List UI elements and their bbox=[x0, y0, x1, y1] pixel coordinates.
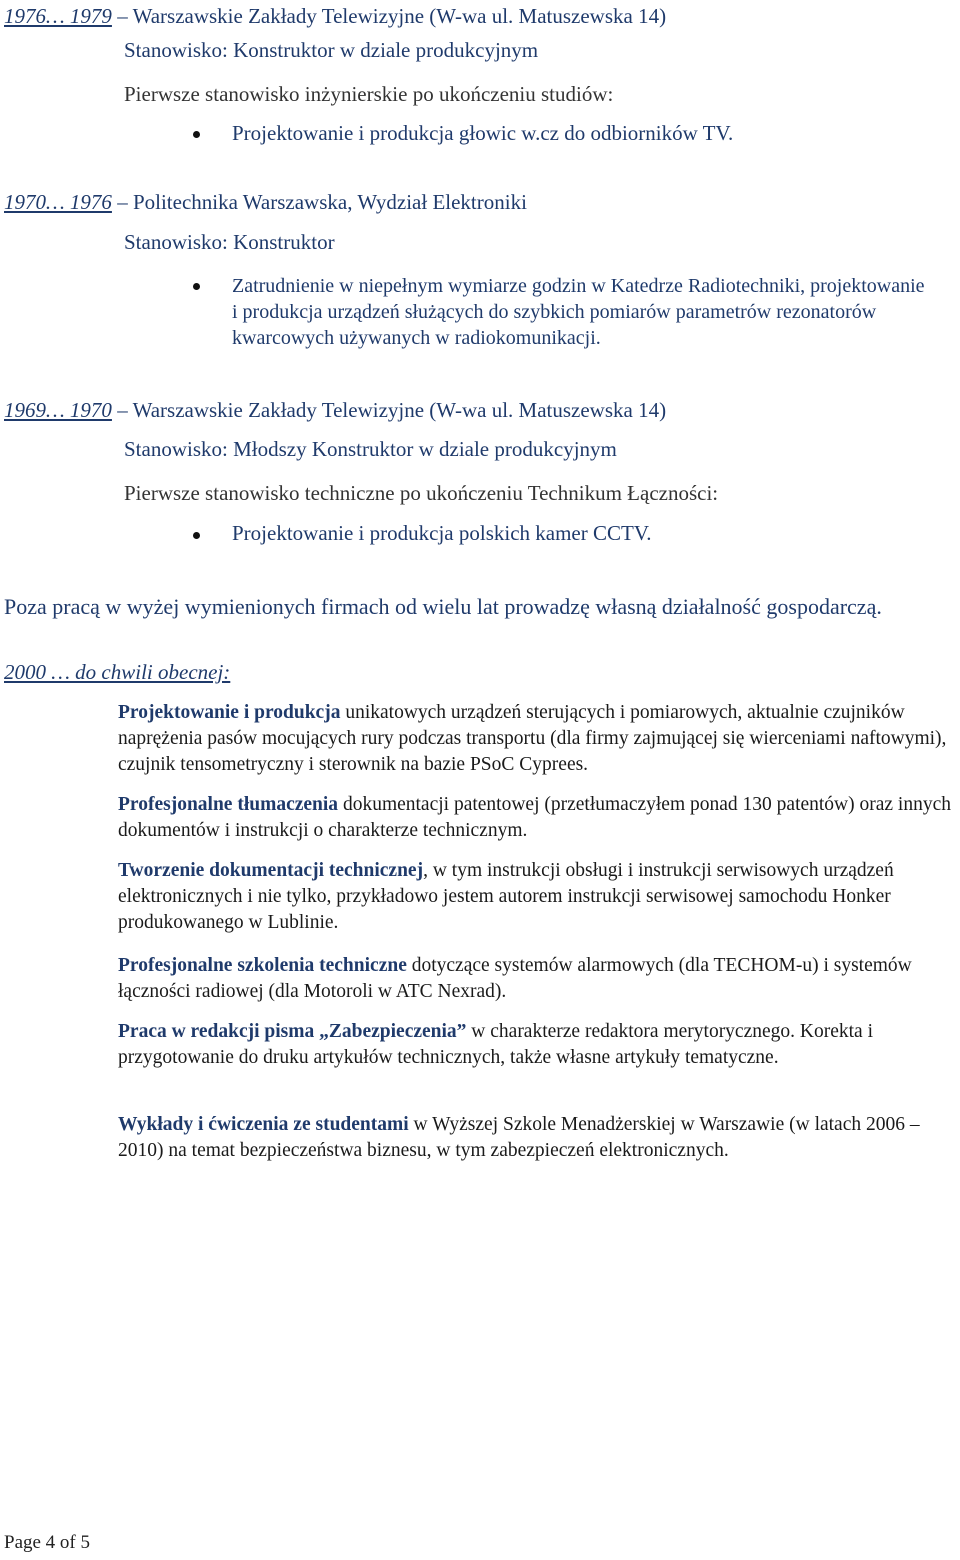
section-employer: Warszawskie Zakłady Telewizyjne (W-wa ul. Matuszewska 14) bbox=[132, 398, 667, 422]
activity-paragraph bbox=[118, 792, 958, 844]
activity-text: , w tym instrukcji obsługi i instrukcji serwisowych urządzeń elektronicznych i nie tylko, przykładowo jestem autorem instrukcji serwisowej samochodu Honker produkowanego w Lublinie. bbox=[118, 860, 894, 933]
section-heading: 1969… 1970 – Warszawskie Zakłady Telewizyjne (W-wa ul. Matuszewska 14) bbox=[4, 398, 667, 422]
section-heading: 1970… 1976 – Politechnika Warszawska, Wydział Elektroniki bbox=[4, 190, 527, 214]
section-note: Pierwsze stanowisko inżynierskie po ukończeniu studiów: bbox=[124, 82, 614, 106]
section-position: Stanowisko: Konstruktor w dziale produkcyjnym bbox=[124, 38, 539, 62]
activity-text: w Wyższej Szkole Menadżerskiej w Warszawie (w latach 2006 – 2010) na temat bezpieczeństwa biznesu, w tym zabezpieczeń elektronicznych. bbox=[118, 1114, 920, 1161]
section-heading: 1976… 1979 – Warszawskie Zakłady Telewizyjne (W-wa ul. Matuszewska 14) bbox=[4, 4, 667, 28]
activity-title: Profesjonalne tłumaczenia bbox=[118, 794, 339, 815]
activity-paragraph bbox=[118, 953, 958, 1005]
bullet-text: Projektowanie i produkcja polskich kamer CCTV. bbox=[232, 521, 652, 545]
bullet-text: Zatrudnienie w niepełnym wymiarze godzin w Katedrze Radiotechniki, projektowanie i produkcja urządzeń służących do szybkich pomiarów parametrów rezonatorów kwarcowych używanych w radiokomunikacji. bbox=[232, 275, 925, 349]
activity-paragraph bbox=[118, 1019, 958, 1071]
activity-title: Profesjonalne szkolenia techniczne bbox=[118, 955, 407, 976]
activity-title: Projektowanie i produkcja bbox=[118, 702, 341, 723]
activity-paragraph bbox=[118, 1112, 958, 1164]
own-business-text: Poza pracą w wyżej wymienionych firmach od wielu lat prowadzę własną działalność gospodarczą. bbox=[4, 594, 882, 619]
activity-text: w charakterze redaktora merytorycznego. Korekta i przygotowanie do druku artykułów technicznych, także własne artykuły tematyczne. bbox=[118, 1021, 873, 1068]
bullet-dot bbox=[193, 131, 200, 138]
section-employer: Warszawskie Zakłady Telewizyjne (W-wa ul. Matuszewska 14) bbox=[132, 4, 667, 28]
section-note: Pierwsze stanowisko techniczne po ukończeniu Technikum Łączności: bbox=[124, 481, 719, 505]
activity-text: unikatowych urządzeń sterujących i pomiarowych, aktualnie czujników naprężenia pasów mocujących rury podczas transportu (dla firmy zajmującej się wierceniami naftowymi), czujnik tensometryczny i sterownik na bazie PSoC Cyprees. bbox=[118, 702, 947, 775]
activity-paragraph bbox=[118, 700, 958, 778]
section-years: 1976… 1979 bbox=[4, 4, 112, 28]
bullet-dot bbox=[193, 283, 200, 290]
activity-title: Praca w redakcji pisma „Zabezpieczenia” bbox=[118, 1021, 467, 1042]
activity-text: dokumentacji patentowej (przetłumaczyłem ponad 130 patentów) oraz innych dokumentów i instrukcji o charakterze technicznym. bbox=[118, 794, 952, 841]
page-number: Page 4 of 5 bbox=[4, 1532, 91, 1553]
section-employer: Politechnika Warszawska, Wydział Elektroniki bbox=[132, 190, 527, 214]
activity-text: dotyczące systemów alarmowych (dla TECHOM-u) i systemów łączności radiowej (dla Motoroli w ATC Nexrad). bbox=[118, 955, 912, 1002]
activity-paragraph bbox=[118, 858, 958, 936]
section-years: 1969… 1970 bbox=[4, 398, 112, 422]
activity-title: Wykłady i ćwiczenia ze studentami bbox=[118, 1114, 409, 1135]
section-position: Stanowisko: Młodszy Konstruktor w dziale produkcyjnym bbox=[124, 437, 617, 461]
section-years: 1970… 1976 bbox=[4, 190, 112, 214]
since-label: 2000 … do chwili obecnej: bbox=[4, 660, 231, 684]
bullet-text: Projektowanie i produkcja głowic w.cz do odbiorników TV. bbox=[232, 121, 734, 145]
section-position: Stanowisko: Konstruktor bbox=[124, 230, 335, 254]
activity-title: Tworzenie dokumentacji technicznej bbox=[118, 860, 424, 881]
bullet-dot bbox=[193, 532, 200, 539]
